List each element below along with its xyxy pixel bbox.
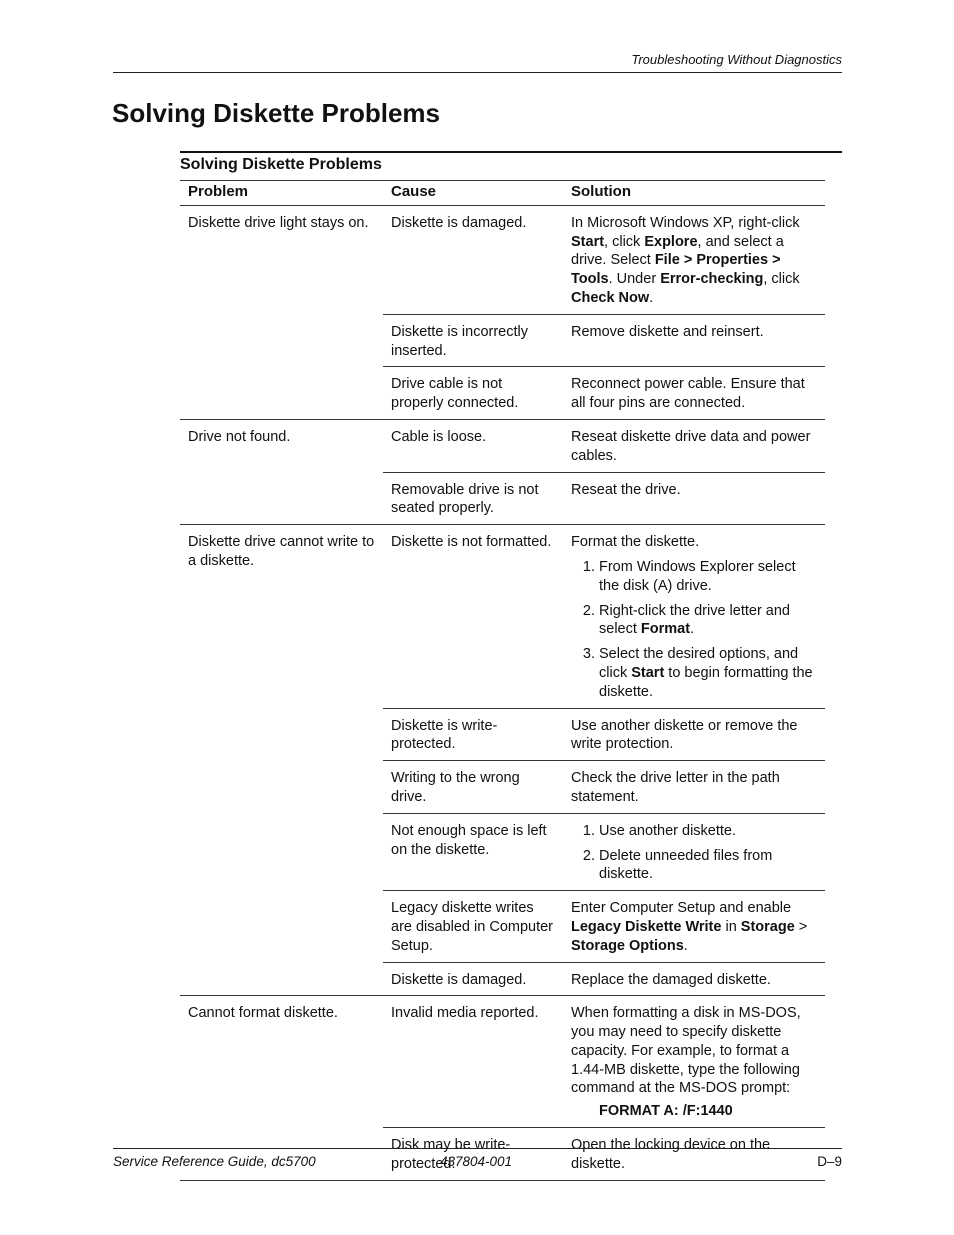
column-header-problem: Problem bbox=[180, 181, 383, 206]
problem-cell: Diskette drive cannot write to a diskette. bbox=[180, 525, 383, 996]
cause-cell: Diskette is damaged. bbox=[383, 205, 563, 314]
cause-cell: Diskette is incorrectly inserted. bbox=[383, 314, 563, 367]
solution-cell: Check the drive letter in the path statement. bbox=[563, 761, 825, 814]
cause-cell: Cable is loose. bbox=[383, 419, 563, 472]
solution-cell: In Microsoft Windows XP, right-click Start, click Explore, and select a drive. Select File > Properties > Tools. Under Error-checking, click Check Now. bbox=[563, 205, 825, 314]
solution-text: When formatting a disk in MS-DOS, you may need to specify diskette capacity. For example, to format a 1.44-MB diskette, type the following command at the MS-DOS prompt: bbox=[571, 1005, 801, 1097]
table-row bbox=[180, 419, 825, 472]
header-divider bbox=[113, 72, 842, 73]
format-steps-list bbox=[571, 558, 817, 702]
problem-cell: Diskette drive light stays on. bbox=[180, 205, 383, 419]
solution-cell: Enter Computer Setup and enable Legacy Diskette Write in Storage > Storage Options. bbox=[563, 891, 825, 962]
diskette-problems-table bbox=[180, 180, 825, 1181]
table-row bbox=[180, 996, 825, 1128]
table-title: Solving Diskette Problems bbox=[180, 151, 842, 180]
table-row bbox=[180, 205, 825, 314]
cause-cell: Diskette is write-protected. bbox=[383, 708, 563, 761]
footer-guide-title: Service Reference Guide, dc5700 bbox=[113, 1154, 316, 1169]
list-item: 1. Use another diskette. bbox=[599, 822, 817, 841]
footer-divider bbox=[113, 1148, 842, 1149]
diskette-problems-table-container bbox=[180, 151, 842, 1181]
page-title: Solving Diskette Problems bbox=[112, 98, 440, 128]
solution-cell: Remove diskette and reinsert. bbox=[563, 314, 825, 367]
cause-cell: Writing to the wrong drive. bbox=[383, 761, 563, 814]
solution-cell bbox=[563, 996, 825, 1128]
problem-cell: Drive not found. bbox=[180, 419, 383, 524]
problem-cell: Cannot format diskette. bbox=[180, 996, 383, 1180]
solution-cell: Reseat the drive. bbox=[563, 472, 825, 525]
column-header-solution: Solution bbox=[563, 181, 825, 206]
cause-cell: Removable drive is not seated properly. bbox=[383, 472, 563, 525]
table-row bbox=[180, 525, 825, 708]
cause-cell: Disk may be write-protected. bbox=[383, 1128, 563, 1181]
solution-cell: Reconnect power cable. Ensure that all four pins are connected. bbox=[563, 367, 825, 420]
solution-cell: Replace the damaged diskette. bbox=[563, 962, 825, 996]
list-item: 3. Select the desired options, and click Start to begin formatting the diskette. bbox=[599, 645, 817, 701]
solution-cell bbox=[563, 525, 825, 708]
running-header: Troubleshooting Without Diagnostics bbox=[631, 52, 842, 67]
solution-intro: Format the diskette. bbox=[571, 534, 700, 551]
list-item: 1. From Windows Explorer select the disk (A) drive. bbox=[599, 558, 817, 596]
cause-cell: Drive cable is not properly connected. bbox=[383, 367, 563, 420]
solution-cell: Use another diskette or remove the write protection. bbox=[563, 708, 825, 761]
list-item: 2. Delete unneeded files from diskette. bbox=[599, 847, 817, 885]
list-item: 2. Right-click the drive letter and select Format. bbox=[599, 602, 817, 640]
column-header-cause: Cause bbox=[383, 181, 563, 206]
solution-cell: Reseat diskette drive data and power cables. bbox=[563, 419, 825, 472]
format-command: FORMAT A: /F:1440 bbox=[599, 1103, 733, 1120]
cause-cell: Diskette is damaged. bbox=[383, 962, 563, 996]
table-header-row bbox=[180, 181, 825, 206]
space-steps-list bbox=[571, 822, 817, 884]
solution-cell: Open the locking device on the diskette. bbox=[563, 1128, 825, 1181]
cause-cell: Diskette is not formatted. bbox=[383, 525, 563, 708]
cause-cell: Legacy diskette writes are disabled in Computer Setup. bbox=[383, 891, 563, 962]
footer-part-number: 437804-001 bbox=[440, 1154, 513, 1169]
cause-cell: Not enough space is left on the diskette. bbox=[383, 813, 563, 890]
footer-page-number: D–9 bbox=[817, 1154, 842, 1169]
cause-cell: Invalid media reported. bbox=[383, 996, 563, 1128]
solution-cell bbox=[563, 813, 825, 890]
